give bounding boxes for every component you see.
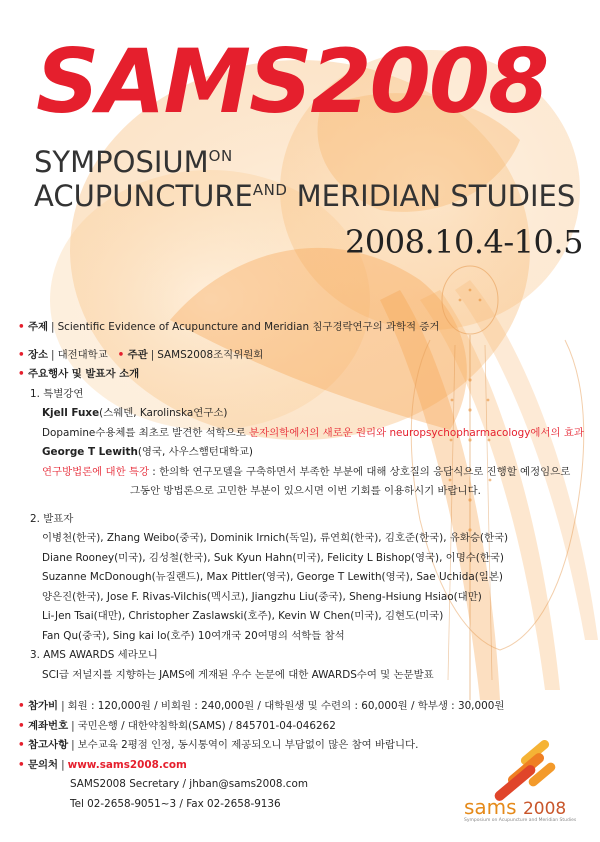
bullet-icon: • xyxy=(18,348,25,361)
presenters-line: 이병천(한국), Zhang Weibo(중국), Dominik Irnich(독일), 류연희(한국), 김호준(한국), 유화승(한국) xyxy=(42,532,509,544)
section1-title: 1. 특별강연 xyxy=(30,387,84,400)
account-text: 국민은행 / 대한약침학회(SAMS) / 845701-04-046262 xyxy=(77,719,336,732)
bullet-icon: • xyxy=(117,348,125,361)
section2-title: 2. 발표자 xyxy=(30,512,74,525)
contact-row: • 문의처 | www.sams2008.com xyxy=(18,758,187,771)
presenters-line: Diane Rooney(미국), 김성철(한국), Suk Kyun Hahn(미국), Felicity L Bishop(영국), 이명수(한국) xyxy=(42,551,504,564)
speaker2-desc-1: : 한의학 연구모델을 구축하면서 부족한 부분에 대해 상호질의 응답식으로 진행할 예정임으로 xyxy=(148,465,571,478)
host-label: 주관 xyxy=(127,348,148,361)
note-label: 참고사항 xyxy=(27,739,69,751)
speaker2-topic: 연구방법론에 대한 특강 xyxy=(42,465,149,478)
logo-wordmark xyxy=(464,795,566,819)
contact-url-link[interactable]: www.sams2008.com xyxy=(67,758,187,771)
fees-row: • 참가비 | 회원 : 120,000원 / 비회원 : 240,000원 / 대학원생 및 수련의 : 60,000원 / 학부생 : 30,000원 xyxy=(18,700,505,712)
section3-desc: SCI급 저널지를 지향하는 JAMS에 게재된 우수 논문에 대한 AWARDS수여 및 논문발표 xyxy=(42,668,434,681)
subtitle-line-2 xyxy=(34,179,576,213)
speaker1-row xyxy=(18,404,578,424)
subtitle-symposium: SYMPOSIUM xyxy=(34,145,209,179)
contact-label: 문의처 xyxy=(27,758,59,771)
logo-caption: Symposium on Acupuncture and Meridian Studies xyxy=(464,818,577,823)
subtitle-meridian: MERIDIAN STUDIES xyxy=(296,179,576,213)
bullet-icon: • xyxy=(18,758,25,771)
fees-label: 참가비 xyxy=(27,700,59,712)
place-text: 대전대학교 xyxy=(57,348,108,361)
speaker2-name: George T Lewith xyxy=(42,446,138,458)
contact-line-1: SAMS2008 Secretary / jhban@sams2008.com xyxy=(70,778,308,790)
bullet-icon: • xyxy=(18,321,25,333)
presenters-line: Suzanne McDonough(뉴질랜드), Max Pittler(영국), George T Lewith(영국), Sae Uchida(일본) xyxy=(42,571,503,583)
bullet-icon: • xyxy=(18,719,25,732)
logo-text-sams: sams xyxy=(464,795,517,819)
bullet-icon: • xyxy=(18,368,25,380)
subtitle-and: AND xyxy=(252,181,288,199)
bullet-icon: • xyxy=(18,700,25,712)
section3-title: 3. AMS AWARDS 세라모니 xyxy=(30,649,158,661)
account-row: • 계좌번호 | 국민은행 / 대한약침학회(SAMS) / 845701-04-046262 xyxy=(18,719,336,732)
contact-line-2: Tel 02-2658-9051~3 / Fax 02-2658-9136 xyxy=(70,797,281,810)
speaker1-desc-a: Dopamine수용체를 최초로 발견한 석학으로 xyxy=(42,426,250,439)
events-row xyxy=(18,365,578,385)
presenters-line: Li-Jen Tsai(대만), Christopher Zaslawski(호주), Kevin W Chen(미국), 김현도(미국) xyxy=(42,610,444,622)
speaker1-affiliation: (스웨덴, Karolinska연구소) xyxy=(99,407,228,419)
event-title: SAMS2008 xyxy=(36,30,548,133)
theme-text: Scientific Evidence of Acupuncture and Meridian 침구경락연구의 과학적 증거 xyxy=(57,321,440,333)
theme-row: • 주제 | Scientific Evidence of Acupuncture and Meridian 침구경락연구의 과학적 증거 xyxy=(18,321,440,333)
place-label: 장소 xyxy=(27,348,49,361)
note-row: • 참고사항 | 보수교육 2평점 인정, 동시통역이 제공되오니 부담없이 많은 참여 바랍니다. xyxy=(18,739,419,751)
logo-text-year: 2008 xyxy=(522,799,567,819)
presenters-line: 양은진(한국), Jose F. Rivas-Vilchis(멕시코), Jiangzhu Liu(중국), Sheng-Hsiung Hsiao(대만) xyxy=(42,590,482,603)
speaker1-desc-b: 분자의학에서의 새로운 원리와 neuropsychopharmacology에서의 효과 xyxy=(249,426,584,439)
subtitle-acupuncture: ACUPUNCTURE xyxy=(34,179,253,213)
note-text: 보수교육 2평점 인정, 동시통역이 제공되오니 부담없이 많은 참여 바랍니다. xyxy=(77,739,419,751)
fees-text: 회원 : 120,000원 / 비회원 : 240,000원 / 대학원생 및 수련의 : 60,000원 / 학부생 : 30,000원 xyxy=(67,700,505,712)
theme-label: 주제 xyxy=(27,321,49,333)
speaker2-affiliation: (영국, 사우스햄턴대학교) xyxy=(137,446,253,458)
speaker2-row xyxy=(18,443,578,463)
bullet-icon: • xyxy=(18,739,25,751)
event-date: 2008.10.4-10.5 xyxy=(345,223,583,261)
events-label: 주요행사 및 발표자 소개 xyxy=(27,368,140,380)
account-label: 계좌번호 xyxy=(27,719,69,732)
speaker2-desc xyxy=(18,463,578,483)
subtitle-line-1 xyxy=(34,145,233,179)
speaker2-desc-2: 그동안 방법론으로 고민한 부분이 있으시면 이번 기회를 이용하시기 바랍니다. xyxy=(130,485,481,497)
subtitle-on: ON xyxy=(208,147,233,165)
speaker1-desc xyxy=(18,424,584,444)
host-text: SAMS2008조직위원회 xyxy=(157,348,264,361)
speaker1-name: Kjell Fuxe xyxy=(42,407,100,419)
place-row: • 장소 | 대전대학교 • 주관 | SAMS2008조직위원회 xyxy=(18,348,264,361)
presenters-line: Fan Qu(중국), Sing kai lo(호주) 10여개국 20여명의 석학들 참석 xyxy=(42,629,345,642)
